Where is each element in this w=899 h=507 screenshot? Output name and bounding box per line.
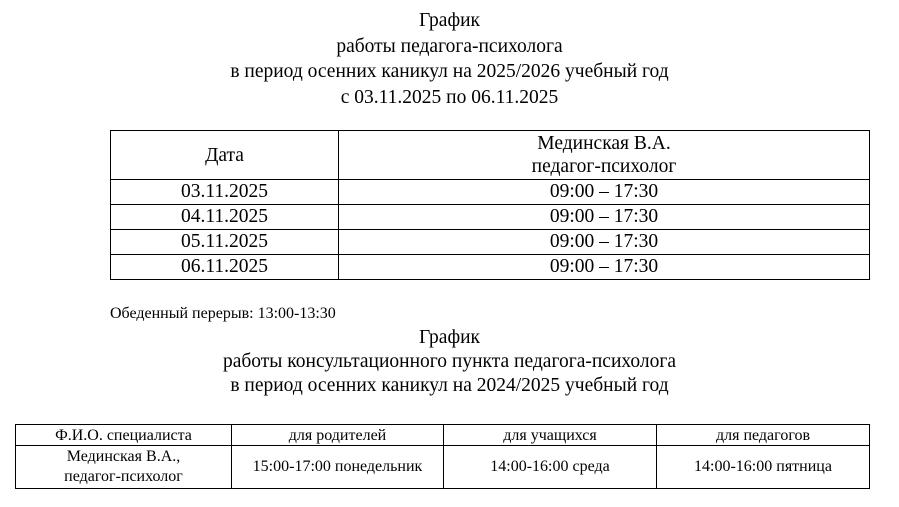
date-column-header: Дата	[111, 131, 339, 180]
schedule2-title	[0, 326, 899, 398]
lunch-break-note: Обеденный перерыв: 13:00-13:30	[110, 305, 336, 322]
date-cell: 05.11.2025	[111, 230, 339, 255]
specialist-role: педагог-психолог	[531, 156, 677, 177]
table-row	[111, 230, 870, 255]
schedule2-title-line: работы консультационного пункта педагога-психолога	[222, 351, 677, 372]
table-header-row	[111, 131, 870, 180]
date-cell: 04.11.2025	[111, 205, 339, 230]
date-cell: 03.11.2025	[111, 180, 339, 205]
specialist-role: педагог-психолог	[64, 468, 183, 485]
table-row	[111, 180, 870, 205]
time-cell: 09:00 – 17:30	[339, 255, 870, 280]
specialist-name: Мединская В.А.,	[66, 448, 181, 465]
schedule1-title-line: График	[419, 10, 480, 31]
specialist-cell	[16, 446, 232, 489]
schedule2-title-line: в период осенних каникул на 2024/2025 учебный год	[230, 375, 669, 396]
teachers-time-cell: 14:00-16:00 пятница	[657, 446, 870, 489]
parents-column-header: для родителей	[232, 425, 444, 446]
table-row	[16, 446, 870, 489]
time-cell: 09:00 – 17:30	[339, 205, 870, 230]
table-row	[111, 205, 870, 230]
specialist-column-header: Ф.И.О. специалиста	[16, 425, 232, 446]
parents-time-cell: 15:00-17:00 понедельник	[232, 446, 444, 489]
schedule1-title-line: работы педагога-психолога	[336, 35, 563, 57]
specialist-name: Мединская В.А.	[537, 133, 671, 154]
schedule2-table	[15, 424, 870, 489]
table-row	[111, 255, 870, 280]
schedule1-title-line: с 03.11.2025 по 06.11.2025	[340, 86, 559, 108]
teachers-column-header: для педагогов	[657, 425, 870, 446]
schedule2-title-line: График	[419, 327, 480, 348]
time-cell: 09:00 – 17:30	[339, 180, 870, 205]
students-column-header: для учащихся	[444, 425, 657, 446]
time-cell: 09:00 – 17:30	[339, 230, 870, 255]
schedule1-title-line: в период осенних каникул на 2025/2026 учебный год	[230, 61, 669, 82]
date-cell: 06.11.2025	[111, 255, 339, 280]
table-header-row	[16, 425, 870, 446]
schedule1-title	[0, 8, 899, 110]
specialist-column-header	[339, 131, 870, 180]
students-time-cell: 14:00-16:00 среда	[444, 446, 657, 489]
schedule1-table	[110, 130, 870, 280]
